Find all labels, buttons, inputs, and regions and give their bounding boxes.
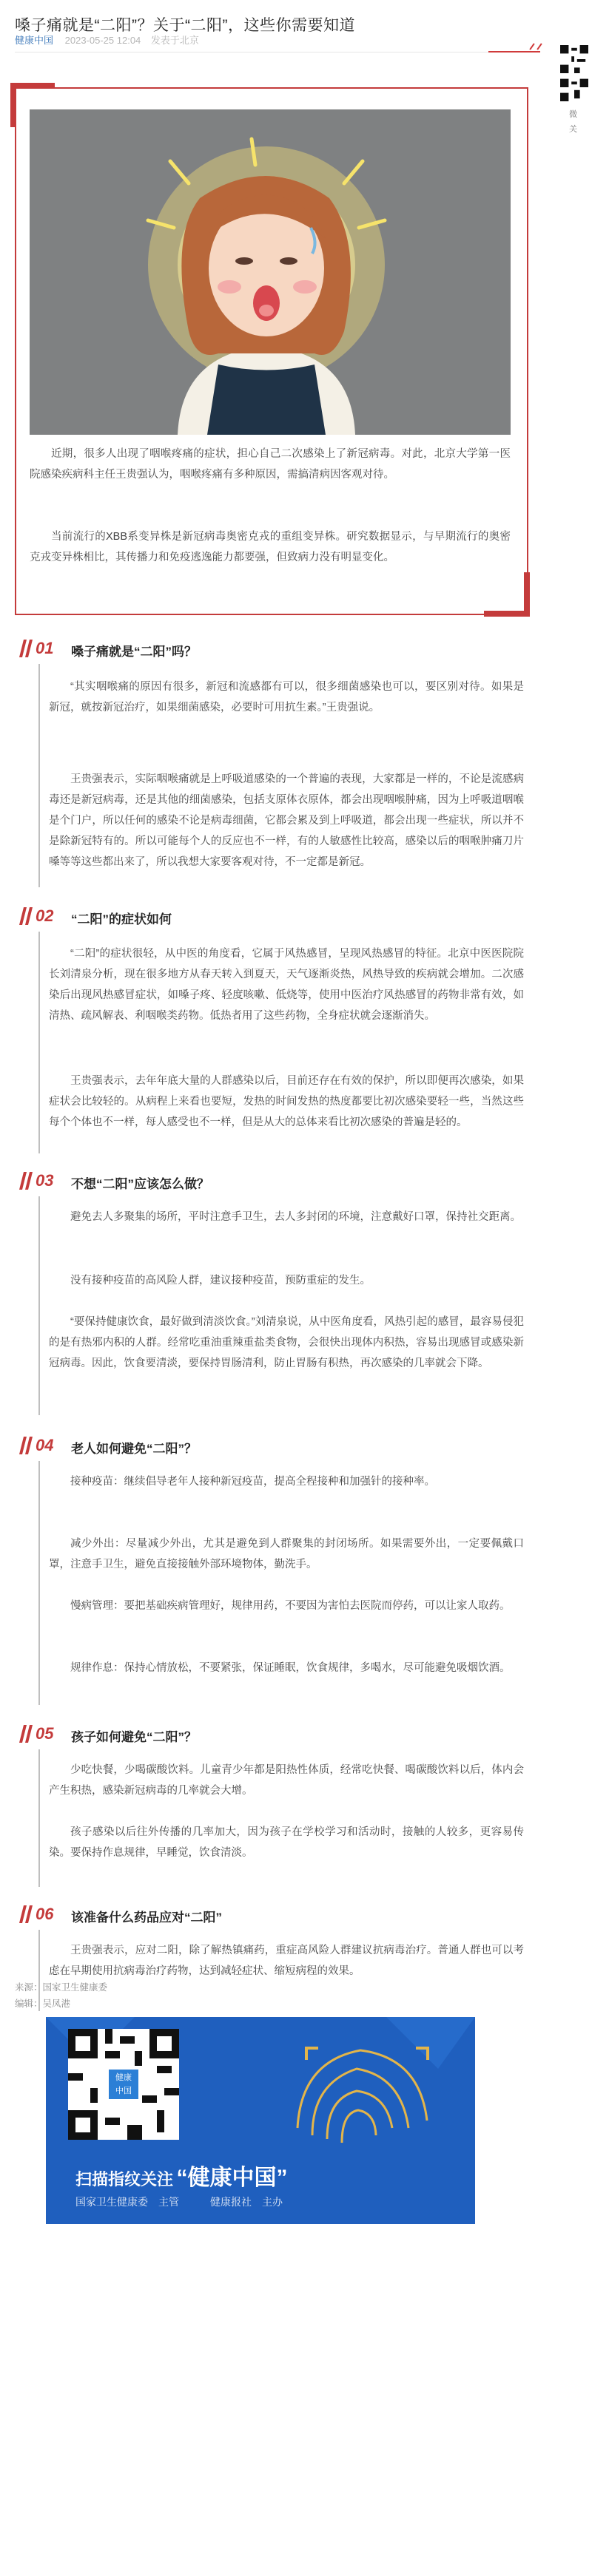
side-label: 关 bbox=[569, 125, 577, 134]
article-date: 2023-05-25 12:04 bbox=[64, 35, 141, 46]
section-paragraph: 减少外出：尽量减少外出，尤其是避免到人群聚集的封闭场所。如果需要外出，一定要佩戴口罩，注意手卫生，避免直接接触外部环境物体，勤洗手。 bbox=[49, 1538, 524, 1570]
section-number: 03 bbox=[36, 1171, 54, 1190]
accent-slash bbox=[536, 43, 542, 50]
section-paragraph: 王贵强表示，实际咽喉痛就是上呼吸道感染的一个普遍的表现，大家都是一样的，不论是流感病毒还是新冠病毒，还是其他的细菌感染，包括支原体衣原体，都会出现咽喉肿痛，因为上呼吸道咽喉是个门户，所以任何的感染不论是病毒细菌，它都会累及到上呼吸道，都会出现一些症状，所以并不是除新冠特有的。所以可能每个人的反应也不一样，有的人敏感性比较高，感染以后的咽喉肿痛刀片嗓等等这些都出来了，所以我想大家要客观对待，不一定都是新冠。 bbox=[49, 773, 524, 868]
article-source-link[interactable]: 健康中国 bbox=[15, 35, 54, 46]
section-header-05 bbox=[15, 1721, 533, 1746]
section-rule bbox=[38, 1749, 40, 1887]
sore-throat-illustration bbox=[30, 109, 511, 435]
section-paragraph: “要保持健康饮食，最好做到清淡饮食。”刘清泉说，从中医角度看，风热引起的感冒，最容易侵犯的是有热邪内积的人群。经常吃重油重辣重盐类食物，会很快出现体内积热，容易出现感冒或感染新冠病毒。因此，饮食要清淡，要保持胃肠清利，防止胃肠有积热，再次感染的几率就会下降。 bbox=[49, 1316, 524, 1369]
frame-corner bbox=[10, 83, 16, 127]
article-meta bbox=[15, 33, 199, 47]
section-paragraph: “其实咽喉痛的原因有很多，新冠和流感都有可以，很多细菌感染也可以，要区别对待。如果是新冠，就按新冠治疗，如果细菌感染，必要时可用抗生素。”王贵强说。 bbox=[49, 681, 524, 714]
intro-paragraph: 近期，很多人出现了咽喉疼痛的症状，担心自己二次感染上了新冠病毒。对此，北京大学第一医院感染疾病科主任王贵强认为，咽喉疼痛有多种原因，需搞清病因客观对待。 bbox=[30, 448, 511, 481]
section-paragraph: 王贵强表示，应对二阳，除了解热镇痛药，重症高风险人群建议抗病毒治疗。普通人群也可以考虑在早期使用抗病毒治疗药物，达到减轻症状、缩短病程的效果。 bbox=[49, 1945, 524, 1977]
section-marker-icon bbox=[19, 1725, 34, 1743]
side-qr-code[interactable] bbox=[560, 44, 588, 102]
intro-paragraph: 当前流行的XBB系变异株是新冠病毒奥密克戎的重组变异株。研究数据显示，与早期流行的奥密克戎变异株相比，其传播力和免疫逃逸能力都要强，但致病力没有明显变化。 bbox=[30, 531, 511, 563]
section-heading: 嗓子痛就是“二阳”吗？ bbox=[71, 645, 197, 659]
header-accent-line bbox=[488, 51, 540, 52]
article-location: 发表于北京 bbox=[150, 35, 199, 46]
qr-code-icon bbox=[560, 44, 588, 102]
banner-brand: “健康中国” bbox=[176, 2166, 288, 2190]
frame-corner bbox=[484, 611, 530, 617]
section-marker-icon bbox=[19, 1172, 34, 1190]
frame-corner bbox=[10, 83, 55, 89]
credit-editor: 编辑：吴凤港 bbox=[15, 1999, 71, 2009]
section-heading: “二阳”的症状如何 bbox=[71, 912, 172, 926]
qr-caption-line: 健康 bbox=[115, 2073, 132, 2082]
qr-caption-line: 中国 bbox=[115, 2087, 132, 2095]
section-heading: 该准备什么药品应对“二阳” bbox=[71, 1911, 222, 1925]
section-header-06 bbox=[15, 1902, 533, 1927]
accent-slash bbox=[529, 43, 534, 50]
section-number: 02 bbox=[36, 906, 54, 925]
section-rule bbox=[38, 932, 40, 1153]
section-heading: 老人如何避免“二阳”？ bbox=[71, 1442, 197, 1456]
section-heading: 不想“二阳”应该怎么做？ bbox=[71, 1177, 209, 1191]
section-header-01 bbox=[15, 636, 533, 661]
section-paragraph: 没有接种疫苗的高风险人群，建议接种疫苗，预防重症的发生。 bbox=[70, 1275, 371, 1287]
banner-qr-code[interactable] bbox=[68, 2029, 179, 2140]
section-number: 06 bbox=[36, 1905, 54, 1923]
section-number: 01 bbox=[36, 639, 54, 657]
section-marker-icon bbox=[19, 907, 34, 925]
article-title: 嗓子痛就是“二阳”？关于“二阳”，这些你需要知道 bbox=[15, 17, 355, 35]
section-paragraph: 避免去人多聚集的场所，平时注意手卫生，去人多封闭的环境，注意戴好口罩，保持社交距离。 bbox=[70, 1211, 521, 1223]
banner-scan-line bbox=[75, 2159, 287, 2192]
banner-organizers: 国家卫生健康委 主管 健康报社 主办 bbox=[75, 2196, 283, 2208]
section-heading: 孩子如何避免“二阳”？ bbox=[71, 1730, 197, 1744]
section-header-02 bbox=[15, 904, 533, 929]
section-rule bbox=[38, 1196, 40, 1415]
section-number: 05 bbox=[36, 1724, 54, 1743]
credit-source: 来源：国家卫生健康委 bbox=[15, 1982, 108, 1993]
section-marker-icon bbox=[19, 1437, 34, 1454]
section-paragraph: 孩子感染以后往外传播的几率加大，因为孩子在学校学习和活动时，接触的人较多，更容易传染。要保持作息规律，早睡觉，饮食清淡。 bbox=[49, 1826, 524, 1859]
section-header-03 bbox=[15, 1168, 533, 1193]
qr-center-logo bbox=[109, 2070, 138, 2099]
girl-illustration-icon bbox=[30, 109, 511, 435]
section-paragraph: 少吃快餐，少喝碳酸饮料。儿童青少年都是阳热性体质，经常吃快餐、喝碳酸饮料以后，体内会产生积热，感染新冠病毒的几率就会大增。 bbox=[49, 1764, 524, 1797]
banner-scan-text: 扫描指纹关注 bbox=[75, 2170, 174, 2189]
section-paragraph: 接种疫苗：继续倡导老年人接种新冠疫苗，提高全程接种和加强针的接种率。 bbox=[70, 1476, 435, 1488]
side-label: 微 bbox=[569, 110, 577, 119]
section-header-04 bbox=[15, 1433, 533, 1458]
section-marker-icon bbox=[19, 1905, 34, 1923]
section-marker-icon bbox=[19, 640, 34, 657]
follow-banner bbox=[46, 2017, 475, 2224]
side-panel bbox=[551, 0, 592, 2576]
frame-corner bbox=[524, 572, 530, 617]
section-paragraph: 王贵强表示，去年年底大量的人群感染以后，目前还存在有效的保护，所以即便再次感染，如果症状会比较轻的。从病程上来看也要短，发热的时间发热的热度都要比初次感染要轻一些，当然这些每个个体也不一样，每人感受也不一样，但是从大的总体来看比初次感染的普遍是轻的。 bbox=[49, 1075, 524, 1128]
section-rule bbox=[38, 1461, 40, 1705]
section-paragraph: 规律作息：保持心情放松，不要紧张，保证睡眠，饮食规律，多喝水，尽可能避免吸烟饮酒。 bbox=[70, 1662, 511, 1674]
section-paragraph: 慢病管理：要把基础疾病管理好，规律用药，不要因为害怕去医院而停药，可以让家人取药。 bbox=[70, 1600, 511, 1612]
section-paragraph: “二阳”的症状很轻，从中医的角度看，它属于风热感冒，呈现风热感冒的特征。北京中医医院院长刘清泉分析，现在很多地方从春天转入到夏天，天气逐渐炎热，风热导致的疾病就会增加。二次感染后出现风热感冒症状，如嗓子疼、轻度咳嗽、低烧等，使用中医治疗风热感冒的药物非常有效，如清热、疏风解表、利咽喉类药物。低热者用了这些药物，全身症状就会逐渐消失。 bbox=[49, 948, 524, 1022]
section-rule bbox=[38, 664, 40, 887]
section-number: 04 bbox=[36, 1436, 54, 1454]
